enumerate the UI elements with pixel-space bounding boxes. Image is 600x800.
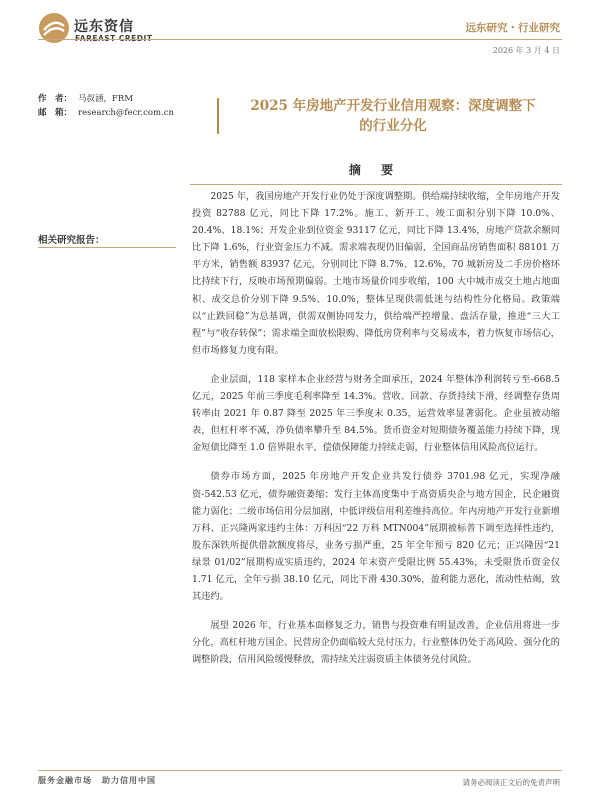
abstract-heading: 摘 要 bbox=[348, 163, 402, 177]
abstract-paragraph-bond-market: 债券市场方面，2025 年房地产开发企业共发行债券 3701.98 亿元，实现净融资-542.53 亿元，债券融资萎缩；发行主体高度集中于高资质央企与地方国企，民企融资能力弱化；二级市场信用分层加剧，中低评级信用利差维持高位。年内房地产开发行业新增万科、正兴隆两家违约主体：万科因“22 万科 MTN004”展期被标普下调至选择性违约，股东深铁所提供借款额度将尽，业务亏损严重，25 年全年预亏 820 亿元；正兴隆因“21 绿景 01/02”展期构成实质违约，2024 年末资产受限比例 55.43%，未受限货币资金仅 1.71 亿元，全年亏损 38.10 亿元，同比下滑 430.30%，盈利能力恶化，流动性枯竭，致其违约。 bbox=[192, 471, 560, 603]
report-title-line-1: 2025 年房地产开发行业信用观察：深度调整下 bbox=[250, 98, 536, 114]
email-line bbox=[38, 106, 208, 120]
footer-slogan-1: 服务金融市场 bbox=[38, 775, 92, 785]
related-reports-divider bbox=[38, 247, 176, 248]
abstract-paragraph-industry: 2025 年，我国房地产开发行业仍处于深度调整期。供给端持续收缩，全年房地产开发投资 82788 亿元，同比下降 17.2%。施工、新开工、竣工面积分别下降 10.0%、20.4%、18.1%；开发企业到位资金 93117 亿元，同比下降 13.4%，房地产贷款余额同比下降 1.6%，行业资金压力不减。需求端表现仍旧偏弱，全国商品房销售面积 88101 万平方米，销售额 83937 亿元，分别同比下降 8.7%、12.6%，70 城新房及二手房价格环比持续下行，反映市场预期偏弱。土地市场量价同步收缩，100 大中城市成交土地占地面积、成交总价分别下降 9.5%、10.0%，整体呈现供需低迷与结构性分化格局。政策端以“止跌回稳”为总基调，供需双侧协同发力，供给端严控增量、盘活存量，推进“三大工程”与“收存转保”；需求端全面放松限购、降低房贷利率与交易成本，着力恢复市场信心，但市场修复力度有限。 bbox=[192, 191, 560, 356]
email-value[interactable]: research@fecr.com.cn bbox=[78, 108, 175, 118]
footer-disclaimer: 请务必阅读正文后的免责声明 bbox=[462, 778, 560, 787]
abstract-divider bbox=[190, 184, 562, 185]
footer-divider bbox=[38, 770, 562, 771]
brand-name-en: FAREAST CREDIT bbox=[75, 34, 153, 43]
report-date: 2026 年 3 月 4 日 bbox=[492, 46, 560, 55]
company-logo bbox=[38, 12, 188, 46]
report-series: 远东研究・行业研究 bbox=[465, 22, 560, 34]
author-line bbox=[38, 92, 208, 106]
report-title bbox=[226, 96, 560, 136]
title-accent-bar bbox=[217, 98, 219, 134]
report-title-line-2: 的行业分化 bbox=[359, 118, 427, 134]
author-info bbox=[38, 92, 208, 120]
footer-slogan bbox=[38, 775, 156, 786]
brand-name-cn: 远东资信 bbox=[74, 19, 134, 35]
abstract-paragraph-outlook: 展望 2026 年，行业基本面修复乏力，销售与投资难有明显改善，企业信用将进一步分化，高杠杆地方国企、民营房企仍面临较大兑付压力，行业整体仍处于高风险、强分化的调整阶段，信用风险缓慢释放，需持续关注弱资质主体债务兑付风险。 bbox=[192, 620, 560, 666]
footer-slogan-2: 助力信用中国 bbox=[102, 775, 156, 785]
related-reports-label: 相关研究报告： bbox=[38, 235, 105, 246]
email-label: 邮 箱： bbox=[38, 108, 73, 118]
abstract-paragraph-enterprise: 企业层面，118 家样本企业经营与财务全面承压，2024 年整体净利润转亏至-668.5 亿元，2025 年前三季度毛利率降至 14.3%。营收、回款、存货持续下滑，经调整存货周转率由 2021 年 0.87 降至 2025 年三季度末 0.35，运营效率显著弱化。企业虽被动缩表，但杠杆率不减，净负债率攀升至 84.5%。货币资金对短期债务覆盖能力持续下降，现金短债比降至 1.0 倍界限水平，偿债保障能力持续走弱，行业整体信用风险高位运行。 bbox=[192, 373, 560, 454]
abstract-body bbox=[192, 188, 560, 680]
header-divider bbox=[38, 39, 562, 40]
author-label: 作 者： bbox=[38, 94, 73, 104]
author-value: 马叔涵，FRM bbox=[78, 94, 134, 104]
